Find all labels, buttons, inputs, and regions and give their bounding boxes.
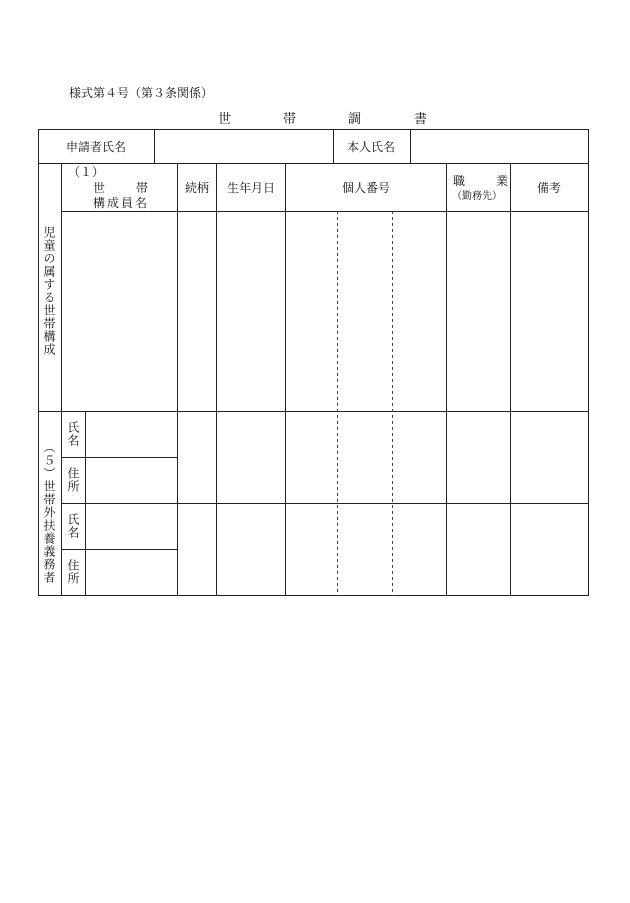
supporter-address-field-2[interactable] — [87, 551, 176, 594]
supporter-name-field-2[interactable] — [87, 505, 176, 548]
household-members-area[interactable] — [63, 213, 176, 410]
form-number: 様式第４号（第３条関係） — [69, 86, 214, 100]
supporter-address-label-2: 住所 — [66, 559, 80, 585]
person-name-field[interactable] — [412, 131, 587, 162]
applicant-name-field[interactable] — [156, 131, 332, 162]
supporter-name-field-1[interactable] — [87, 413, 176, 456]
household-col-job-sub: （勤務先） — [452, 191, 502, 202]
applicant-name-label: 申請者氏名 — [66, 140, 127, 154]
household-col-mynumber: 個人番号 — [342, 181, 391, 195]
supporter-address-label-1: 住所 — [66, 467, 80, 493]
title-char-1: 世 — [218, 112, 232, 127]
household-col-job-a: 職 — [453, 174, 466, 188]
supporter-name-label-1: 氏名 — [66, 421, 80, 447]
supporter-address-field-1[interactable] — [87, 459, 176, 502]
household-col-members-b: 帯 — [136, 181, 149, 195]
household-section-label: 児童の属する世帯構成 — [42, 226, 56, 356]
supporter-section-label: （５）世帯外扶養義務者 — [42, 441, 56, 584]
supporter-name-label-2: 氏名 — [66, 513, 80, 539]
household-col-relation: 続柄 — [185, 181, 210, 195]
household-col-remarks: 備考 — [537, 181, 562, 195]
person-name-label: 本人氏名 — [347, 140, 396, 154]
title-char-2: 帯 — [283, 112, 297, 127]
title-char-4: 書 — [414, 112, 428, 127]
household-col-members-a: 世 — [93, 181, 106, 195]
household-col-number: （１） — [68, 165, 105, 179]
household-col-birthdate: 生年月日 — [227, 181, 276, 195]
title-char-3: 調 — [348, 112, 362, 127]
household-col-members-line2: 構成員名 — [93, 196, 150, 210]
household-col-job-b: 業 — [496, 174, 509, 188]
